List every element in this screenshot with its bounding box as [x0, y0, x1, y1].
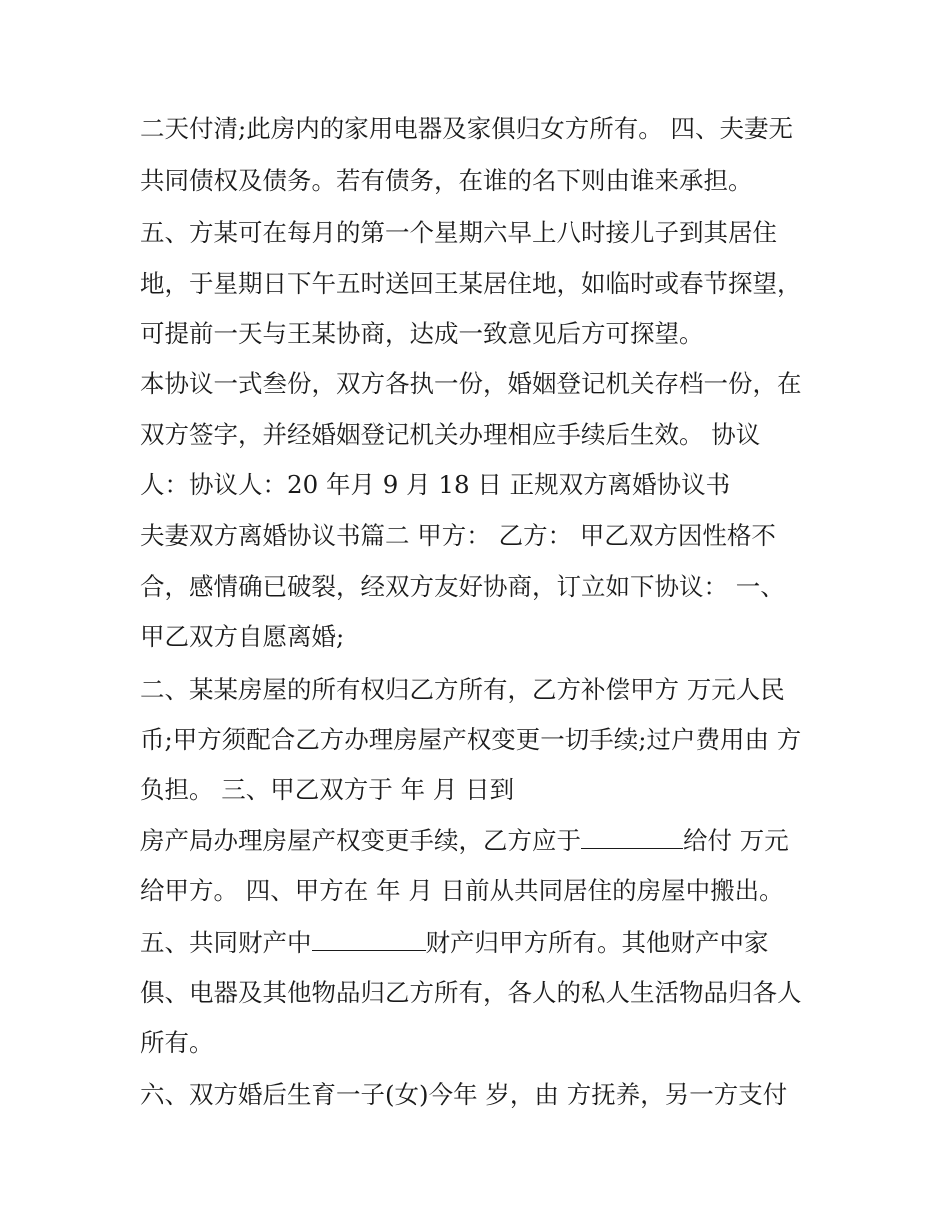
- text-line: 双方签字，并经婚姻登记机关办理相应手续后生效。 协议: [140, 420, 761, 449]
- text-line: 给甲方。 四、甲方在 年 月 日前从共同居住的房屋中搬出。: [140, 876, 784, 905]
- text-segment: 五、共同财产中: [140, 928, 312, 957]
- text-line: 本协议一式叁份，双方各执一份，婚姻登记机关存档一份，在: [140, 369, 802, 398]
- text-segment: 给付 万元: [683, 826, 789, 855]
- text-line: 二天付清;此房内的家用电器及家俱归女方所有。 四、夫妻无: [140, 114, 794, 143]
- text-line: 合，感情确已破裂，经双方友好协商，订立如下协议： 一、: [140, 572, 785, 601]
- text-line: 夫妻双方离婚协议书篇二 甲方： 乙方： 甲乙双方因性格不: [140, 521, 776, 550]
- text-line: 六、双方婚后生育一子(女)今年 岁，由 方抚养，另一方支付: [140, 1080, 788, 1109]
- text-line: 五、方某可在每月的第一个星期六早上八时接儿子到其居住: [140, 218, 777, 247]
- text-line: 二、某某房屋的所有权归乙方所有，乙方补偿甲方 万元人民: [140, 675, 785, 704]
- text-line: [140, 826, 789, 856]
- fill-in-blank: [581, 828, 683, 849]
- text-line: 人：协议人：20 年月 9 月 18 日 正规双方离婚协议书: [140, 470, 731, 499]
- text-line: 可提前一天与王某协商，达成一致意见后方可探望。: [140, 319, 704, 348]
- text-line: 地，于星期日下午五时送回王某居住地，如临时或春节探望，: [140, 269, 802, 298]
- text-line: 币;甲方须配合乙方办理房屋产权变更一切手续;过户费用由 方: [140, 725, 802, 754]
- text-line: 所有。: [140, 1028, 214, 1057]
- text-segment: 房产局办理房屋产权变更手续，乙方应于: [140, 826, 581, 855]
- text-line: 俱、电器及其他物品归乙方所有，各人的私人生活物品归各人: [140, 978, 802, 1007]
- text-line: 负担。 三、甲乙双方于 年 月 日到: [140, 775, 515, 804]
- text-line: 共同债权及债务。若有债务，在谁的名下则由谁来承担。: [140, 166, 753, 195]
- text-line: 甲乙双方自愿离婚;: [140, 622, 345, 651]
- text-line: [140, 928, 769, 958]
- text-segment: 财产归甲方所有。其他财产中家: [425, 928, 769, 957]
- fill-in-blank: [312, 930, 426, 951]
